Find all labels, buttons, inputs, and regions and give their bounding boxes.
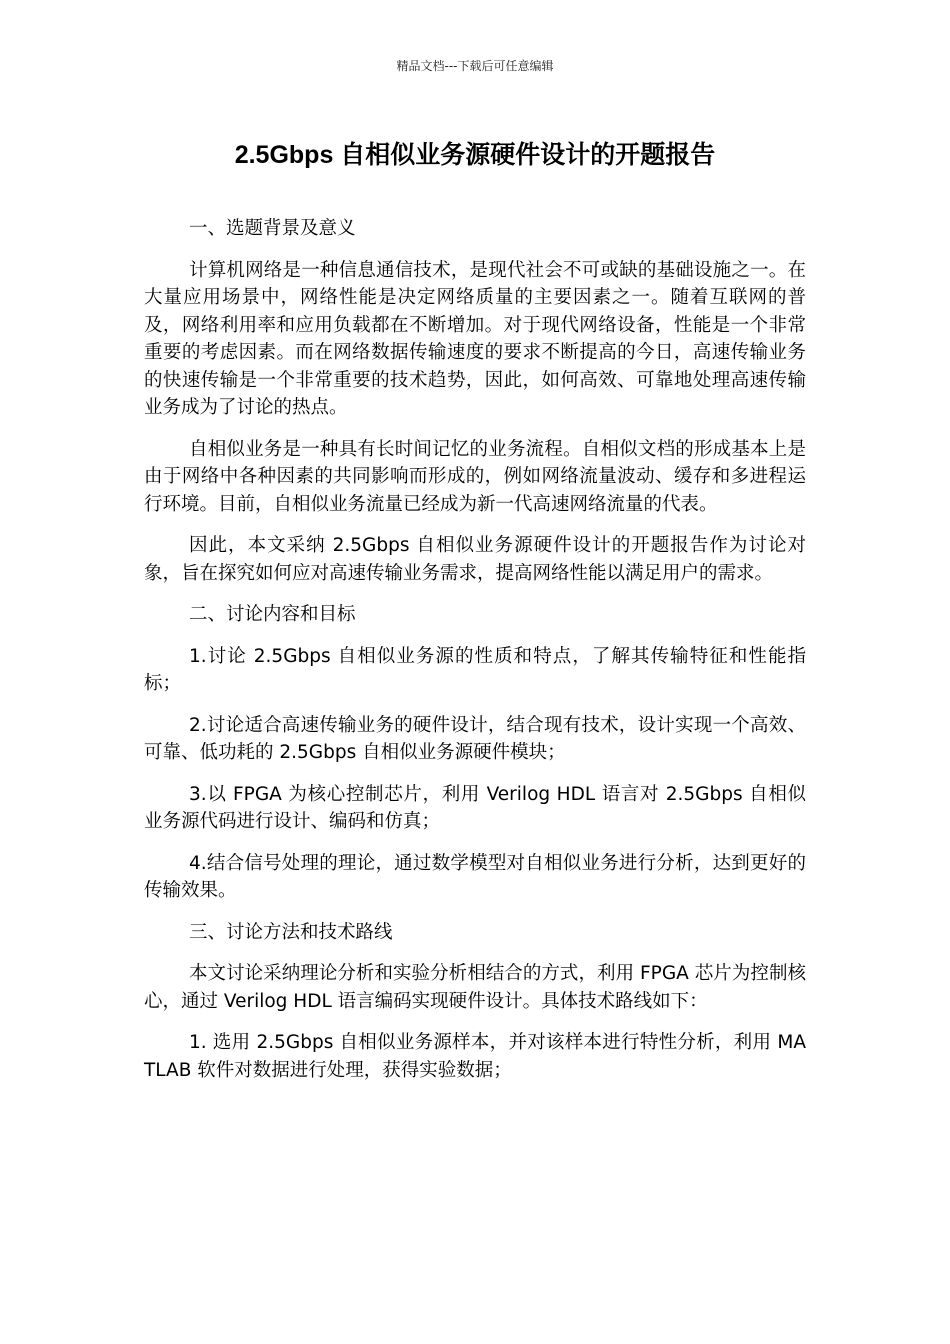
list-item-goal-2: 2.讨论适合高速传输业务的硬件设计，结合现有技术，设计实现一个高效、可靠、低功耗的 2.5Gbps 自相似业务源硬件模块； [144,714,806,763]
section-heading-content-goals: 二、讨论内容和目标 [189,604,356,625]
paragraph-purpose: 因此，本文采纳 2.5Gbps 自相似业务源硬件设计的开题报告作为讨论对象，旨在探究如何应对高速传输业务需求，提高网络性能以满足用户的需求。 [144,535,806,584]
document-body [144,215,806,1098]
list-item-goal-1: 1.讨论 2.5Gbps 自相似业务源的性质和特点，了解其传输特征和性能指标； [144,645,806,694]
section-heading-methods: 三、讨论方法和技术路线 [189,921,393,943]
list-item-goal-3: 3.以 FPGA 为核心控制芯片，利用 Verilog HDL 语言对 2.5Gbps 自相似业务源代码进行设计、编码和仿真； [144,783,806,832]
document-title: 2.5Gbps 自相似业务源硬件设计的开题报告 [234,141,716,169]
list-item-step-1: 1. 选用 2.5Gbps 自相似业务源样本，并对该样本进行特性分析，利用 MATLAB 软件对数据进行处理，获得实验数据； [144,1032,806,1081]
paragraph-methods: 本文讨论采纳理论分析和实验分析相结合的方式，利用 FPGA 芯片为控制核心，通过 Verilog HDL 语言编码实现硬件设计。具体技术路线如下： [144,963,806,1012]
section-heading-background: 一、选题背景及意义 [189,218,356,239]
paragraph-self-similar: 自相似业务是一种具有长时间记忆的业务流程。自相似文档的形成基本上是由于网络中各种因素的共同影响而形成的，例如网络流量波动、缓存和多进程运行环境。目前，自相似业务流量已经成为新一代高速网络流量的代表。 [144,438,806,515]
paragraph-network-intro: 计算机网络是一种信息通信技术，是现代社会不可或缺的基础设施之一。在大量应用场景中，网络性能是决定网络质量的主要因素之一。随着互联网的普及，网络利用率和应用负载都在不断增加。对于现代网络设备，性能是一个非常重要的考虑因素。而在网络数据传输速度的要求不断提高的今日，高速传输业务的快速传输是一个非常重要的技术趋势，因此，如何高效、可靠地处理高速传输业务成为了讨论的热点。 [144,259,806,418]
page-header: 精品文档---下载后可任意编辑 [396,59,554,73]
list-item-goal-4: 4.结合信号处理的理论，通过数学模型对自相似业务进行分析，达到更好的传输效果。 [144,852,806,901]
